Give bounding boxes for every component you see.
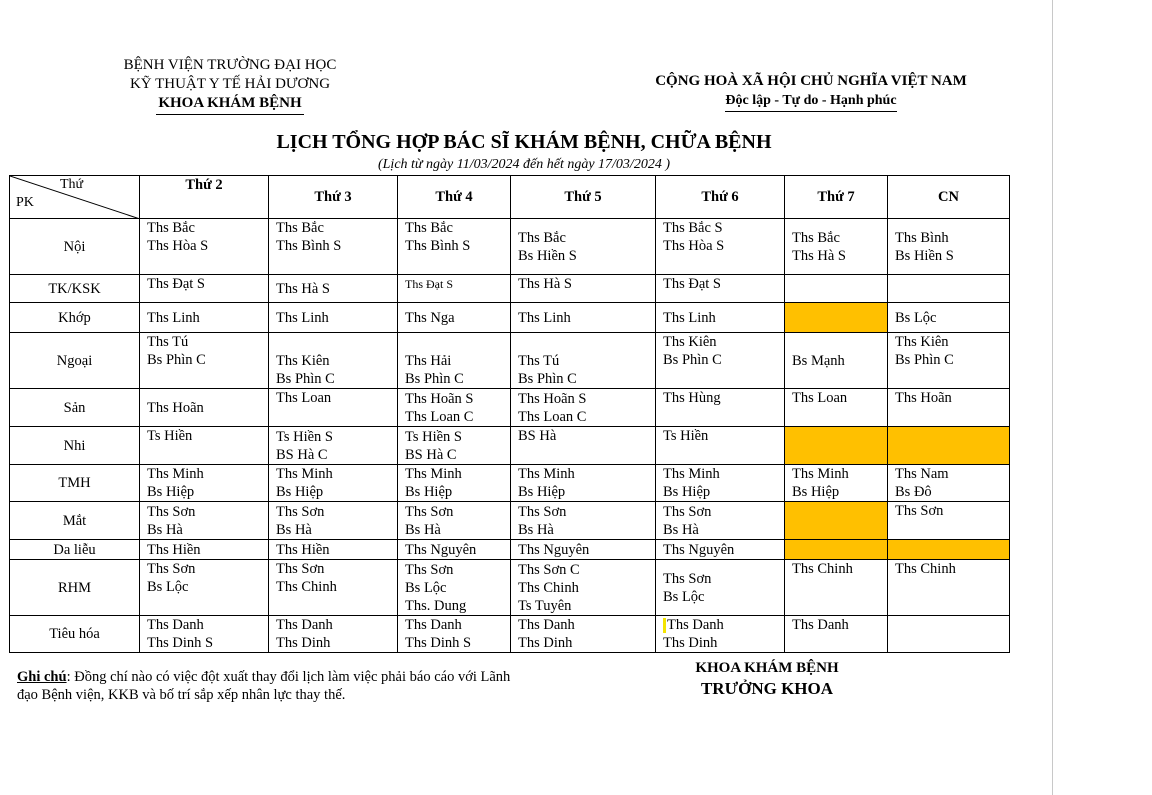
column-header: Thứ 7 bbox=[785, 176, 888, 219]
table-row bbox=[10, 303, 1010, 333]
doctor-name: Ths Nga bbox=[405, 309, 455, 326]
doctor-name: Ths Minh bbox=[276, 466, 333, 482]
department-cell: TMH bbox=[10, 465, 140, 502]
table-row bbox=[10, 333, 1010, 389]
doctor-name: Ths Đạt S bbox=[147, 276, 205, 292]
schedule-cell bbox=[511, 219, 656, 275]
hospital-header bbox=[82, 56, 378, 115]
doctor-name: Ths Kiên bbox=[276, 353, 330, 369]
doctor-name: Ths Loan C bbox=[405, 408, 474, 425]
doctor-name: Ths Hoãn S bbox=[518, 390, 587, 407]
schedule-cell bbox=[656, 389, 785, 427]
doctor-name: Ths Danh bbox=[276, 617, 333, 633]
schedule-cell bbox=[785, 389, 888, 427]
schedule-cell bbox=[785, 427, 888, 465]
schedule-cell bbox=[511, 540, 656, 560]
table-row bbox=[10, 219, 1010, 275]
schedule-cell bbox=[888, 560, 1010, 616]
doctor-name: Bs Lộc bbox=[405, 579, 447, 596]
signature-department: KHOA KHÁM BỆNH bbox=[695, 660, 839, 676]
schedule-cell bbox=[785, 540, 888, 560]
schedule-cell bbox=[398, 275, 511, 303]
page-edge-divider bbox=[1052, 0, 1053, 795]
department-cell: Nhi bbox=[10, 427, 140, 465]
schedule-cell bbox=[140, 502, 269, 540]
doctor-name: Bs Hà bbox=[518, 521, 554, 538]
doctor-name: Ths Linh bbox=[663, 309, 716, 326]
doctor-name: Bs Hiệp bbox=[792, 484, 840, 500]
doctor-name: Bs Lộc bbox=[663, 588, 705, 605]
doctor-name: Ths Hùng bbox=[663, 390, 721, 406]
table-row bbox=[10, 616, 1010, 653]
schedule-cell bbox=[656, 275, 785, 303]
schedule-cell bbox=[656, 540, 785, 560]
schedule-cell bbox=[140, 275, 269, 303]
doctor-name: Ths Sơn bbox=[147, 503, 196, 520]
footnote-label: Ghi chú bbox=[17, 669, 67, 685]
doctor-name: Ths Hiền bbox=[147, 541, 201, 558]
schedule-cell bbox=[398, 219, 511, 275]
schedule-cell bbox=[511, 465, 656, 502]
doctor-name: Ths Minh bbox=[405, 466, 462, 482]
doctor-name: Ths Loan bbox=[792, 390, 848, 406]
doctor-name: Bs Hà bbox=[276, 521, 312, 538]
doctor-name: Ths Nam bbox=[895, 466, 949, 482]
doctor-name: Bs Phìn C bbox=[405, 371, 464, 387]
national-header bbox=[630, 72, 992, 112]
doctor-name: Ths Bắc bbox=[276, 220, 324, 236]
doctor-name: Ths Dinh bbox=[276, 635, 331, 651]
text-cursor-mark bbox=[663, 618, 666, 633]
schedule-cell bbox=[656, 560, 785, 616]
department-cell: Khớp bbox=[10, 303, 140, 333]
signature-title: TRƯỞNG KHOA bbox=[700, 679, 834, 698]
schedule-cell bbox=[511, 333, 656, 389]
doctor-name: Ths Minh bbox=[663, 466, 720, 482]
doctor-name: Ts Hiền S bbox=[276, 428, 333, 445]
doctor-name: Bs Phìn C bbox=[276, 371, 335, 387]
footnote bbox=[17, 668, 512, 704]
table-row bbox=[10, 540, 1010, 560]
doctor-name: Ths Hòa S bbox=[663, 238, 725, 254]
doctor-name: Bs Hà bbox=[663, 521, 699, 538]
doctor-name: Ths Bắc bbox=[405, 220, 453, 236]
schedule-cell bbox=[888, 275, 1010, 303]
doctor-name: Ths Danh bbox=[405, 617, 462, 633]
column-header: Thứ 4 bbox=[398, 176, 511, 219]
schedule-cell bbox=[785, 333, 888, 389]
schedule-cell bbox=[888, 502, 1010, 540]
schedule-cell bbox=[269, 502, 398, 540]
table-row bbox=[10, 560, 1010, 616]
doctor-name: Ts Hiền S bbox=[405, 428, 462, 445]
doctor-name: BS Hà C bbox=[276, 446, 328, 463]
doctor-name: Ths Kiên bbox=[895, 334, 949, 350]
doctor-name: Ths Chinh bbox=[276, 579, 337, 595]
doctor-name: Ths Bình S bbox=[405, 238, 471, 254]
doctor-name: Ths Minh bbox=[518, 466, 575, 482]
schedule-cell bbox=[511, 427, 656, 465]
doctor-name: Ths Sơn bbox=[663, 503, 712, 520]
doctor-name: Bs Phìn C bbox=[147, 352, 206, 368]
schedule-cell bbox=[785, 560, 888, 616]
schedule-cell bbox=[511, 275, 656, 303]
schedule-cell bbox=[785, 303, 888, 333]
doctor-name: Ths Dinh bbox=[518, 635, 573, 651]
column-header: CN bbox=[888, 176, 1010, 219]
schedule-cell bbox=[656, 427, 785, 465]
department-cell: RHM bbox=[10, 560, 140, 616]
schedule-cell bbox=[656, 616, 785, 653]
schedule-cell bbox=[656, 219, 785, 275]
doctor-name: Ths Sơn bbox=[405, 503, 454, 520]
schedule-cell bbox=[785, 502, 888, 540]
doctor-name: Ths Sơn C bbox=[518, 561, 580, 578]
schedule-cell bbox=[269, 275, 398, 303]
doctor-name: Ths Sơn bbox=[276, 561, 325, 577]
doctor-name: Ths Sơn bbox=[147, 561, 196, 577]
doctor-name: Bs Hà bbox=[147, 521, 183, 538]
schedule-cell bbox=[511, 560, 656, 616]
doctor-name: Ths Danh bbox=[147, 617, 204, 633]
doctor-name: Ts Hiền bbox=[663, 428, 709, 444]
schedule-cell bbox=[140, 333, 269, 389]
doctor-name: Bs Hiệp bbox=[405, 484, 453, 500]
department-cell: Mắt bbox=[10, 502, 140, 540]
schedule-cell bbox=[398, 502, 511, 540]
department-name: KHOA KHÁM BỆNH bbox=[156, 94, 303, 115]
doctor-name: Ths Sơn bbox=[895, 503, 944, 519]
schedule-cell bbox=[785, 275, 888, 303]
doctor-name: Ths Minh bbox=[792, 466, 849, 482]
doctor-name: Ths Đạt S bbox=[663, 276, 721, 292]
doctor-name: Ths Hà S bbox=[518, 276, 572, 292]
schedule-cell bbox=[511, 616, 656, 653]
doctor-name: Ths Kiên bbox=[663, 334, 717, 350]
hospital-name-line2: KỸ THUẬT Y TẾ HẢI DƯƠNG bbox=[129, 76, 331, 92]
doctor-name: Bs Hiền S bbox=[895, 247, 954, 264]
doctor-name: Bs Hiệp bbox=[276, 484, 324, 500]
department-cell: Da liễu bbox=[10, 540, 140, 560]
doctor-name: Ts Hiền bbox=[147, 428, 193, 444]
doctor-name: BS Hà C bbox=[405, 446, 457, 463]
footnote-text: : Đồng chí nào có việc đột xuất thay đổi lịch làm việc phải báo cáo với Lãnh đạo Bệnh viện, KKB và bố trí sắp xếp nhân lực thay thế. bbox=[17, 669, 511, 703]
schedule-cell bbox=[888, 616, 1010, 653]
corner-label-room: PK bbox=[16, 195, 34, 210]
doctor-name: Ths Chinh bbox=[895, 561, 956, 577]
column-header: Thứ 3 bbox=[269, 176, 398, 219]
schedule-cell bbox=[269, 560, 398, 616]
doctor-name: Ths Danh bbox=[518, 617, 575, 633]
doctor-name: Ths Sơn bbox=[518, 503, 567, 520]
schedule-cell bbox=[398, 465, 511, 502]
doctor-name: Ths Nguyên bbox=[518, 541, 590, 558]
department-cell: TK/KSK bbox=[10, 275, 140, 303]
doctor-name: Bs Đô bbox=[895, 484, 932, 500]
table-header-row bbox=[10, 176, 1010, 219]
doctor-name: Bs Hiền S bbox=[518, 247, 577, 264]
doctor-name: Ths. Dung bbox=[405, 597, 467, 614]
schedule-cell bbox=[398, 303, 511, 333]
doctor-name: Bs Phìn C bbox=[663, 352, 722, 368]
schedule-cell bbox=[140, 303, 269, 333]
schedule-cell bbox=[140, 616, 269, 653]
schedule-cell bbox=[398, 333, 511, 389]
schedule-cell bbox=[140, 540, 269, 560]
schedule-cell bbox=[888, 465, 1010, 502]
schedule-cell bbox=[269, 219, 398, 275]
schedule-cell bbox=[656, 465, 785, 502]
schedule-cell bbox=[785, 616, 888, 653]
schedule-cell bbox=[511, 389, 656, 427]
schedule-body bbox=[10, 219, 1010, 653]
table-row bbox=[10, 427, 1010, 465]
schedule-cell bbox=[269, 616, 398, 653]
doctor-name: Bs Lộc bbox=[895, 309, 937, 326]
corner-label-day: Thứ bbox=[60, 177, 84, 192]
doctor-name: Ths Dinh bbox=[663, 635, 718, 651]
doctor-name: Ths Bắc bbox=[792, 229, 840, 246]
doctor-name: BS Hà bbox=[518, 428, 557, 444]
doctor-name-text: Ths Danh bbox=[667, 617, 724, 633]
schedule-cell bbox=[398, 427, 511, 465]
department-cell: Sản bbox=[10, 389, 140, 427]
schedule-cell bbox=[269, 303, 398, 333]
doctor-name: Bs Lộc bbox=[147, 579, 189, 595]
doctor-name: Ths Hà S bbox=[792, 247, 846, 264]
doctor-name bbox=[663, 616, 777, 634]
column-header: Thứ 5 bbox=[511, 176, 656, 219]
doctor-name: Bs Hiệp bbox=[147, 484, 195, 500]
table-corner-cell bbox=[10, 176, 140, 219]
table-row bbox=[10, 502, 1010, 540]
doctor-name: Ths Loan C bbox=[518, 408, 587, 425]
schedule-cell bbox=[888, 427, 1010, 465]
schedule-cell bbox=[140, 560, 269, 616]
schedule-cell bbox=[785, 465, 888, 502]
doctor-name: Ths Hiền bbox=[276, 541, 330, 558]
doctor-name: Ths Dinh S bbox=[147, 635, 214, 651]
schedule-cell bbox=[140, 219, 269, 275]
national-motto: Độc lập - Tự do - Hạnh phúc bbox=[725, 91, 896, 112]
schedule-cell bbox=[140, 427, 269, 465]
doctor-name: Ths Bắc bbox=[518, 229, 566, 246]
doctor-name: Bs Phìn C bbox=[518, 371, 577, 387]
schedule-cell bbox=[656, 333, 785, 389]
schedule-cell bbox=[656, 502, 785, 540]
doctor-name: Ths Sơn bbox=[405, 561, 454, 578]
schedule-table bbox=[9, 175, 1010, 653]
doctor-name: Ths Hải bbox=[405, 353, 452, 369]
doctor-name: Ths Dinh S bbox=[405, 635, 472, 651]
doctor-name: Ths Sơn bbox=[663, 570, 712, 587]
doctor-name: Ths Chinh bbox=[792, 561, 853, 577]
doctor-name: Ths Hoãn S bbox=[405, 390, 474, 407]
schedule-cell bbox=[398, 616, 511, 653]
doctor-name: Ths Linh bbox=[147, 309, 200, 326]
table-row bbox=[10, 275, 1010, 303]
doctor-name: Ths Hòa S bbox=[147, 238, 209, 254]
schedule-cell bbox=[656, 303, 785, 333]
schedule-cell bbox=[511, 303, 656, 333]
schedule-cell bbox=[511, 502, 656, 540]
signature-block bbox=[640, 658, 894, 700]
schedule-cell bbox=[398, 389, 511, 427]
doctor-name: Ths Nguyên bbox=[663, 541, 735, 558]
doctor-name: Ths Bình S bbox=[276, 238, 342, 254]
document-date-range: (Lịch từ ngày 11/03/2024 đến hết ngày 17/03/2024 ) bbox=[377, 157, 670, 172]
schedule-cell bbox=[398, 540, 511, 560]
schedule-cell bbox=[269, 465, 398, 502]
national-title: CỘNG HOÀ XÃ HỘI CHỦ NGHĨA VIỆT NAM bbox=[655, 73, 967, 89]
doctor-name: Ths Tú bbox=[518, 353, 560, 369]
doctor-name: Ths Bình bbox=[895, 229, 949, 246]
doctor-name: Ths Danh bbox=[792, 617, 849, 633]
doctor-name: Ths Minh bbox=[147, 466, 204, 482]
schedule-cell bbox=[398, 560, 511, 616]
doctor-name: Bs Phìn C bbox=[895, 352, 954, 368]
schedule-cell bbox=[269, 540, 398, 560]
column-header: Thứ 2 bbox=[140, 176, 269, 219]
doctor-name: Ths Tú bbox=[147, 334, 189, 350]
schedule-cell bbox=[888, 540, 1010, 560]
schedule-cell bbox=[888, 219, 1010, 275]
doctor-name: Ths Đạt S bbox=[405, 277, 453, 291]
doctor-name: Bs Hiệp bbox=[663, 484, 711, 500]
doctor-name: Ths Hà S bbox=[276, 280, 330, 297]
doctor-name: Ths Hoãn bbox=[895, 390, 952, 406]
department-cell: Nội bbox=[10, 219, 140, 275]
doctor-name: Ths Sơn bbox=[276, 503, 325, 520]
schedule-cell bbox=[140, 389, 269, 427]
doctor-name: Bs Hiệp bbox=[518, 484, 566, 500]
table-row bbox=[10, 465, 1010, 502]
doctor-name: Ths Hoãn bbox=[147, 399, 204, 416]
schedule-cell bbox=[888, 333, 1010, 389]
department-cell: Tiêu hóa bbox=[10, 616, 140, 653]
doctor-name: Bs Hà bbox=[405, 521, 441, 538]
doctor-name: Ths Linh bbox=[518, 309, 571, 326]
column-header: Thứ 6 bbox=[656, 176, 785, 219]
doctor-name: Ths Bắc S bbox=[663, 220, 723, 236]
hospital-name-line1: BỆNH VIỆN TRƯỜNG ĐẠI HỌC bbox=[123, 57, 337, 73]
table-row bbox=[10, 389, 1010, 427]
doctor-name: Ths Chinh bbox=[518, 579, 579, 596]
schedule-cell bbox=[888, 389, 1010, 427]
schedule-cell bbox=[140, 465, 269, 502]
schedule-cell bbox=[269, 427, 398, 465]
doctor-name: Ths Bắc bbox=[147, 220, 195, 236]
schedule-cell bbox=[888, 303, 1010, 333]
doctor-name: Bs Mạnh bbox=[792, 352, 845, 369]
schedule-cell bbox=[269, 333, 398, 389]
doctor-name: Ths Linh bbox=[276, 309, 329, 326]
document-title: LỊCH TỔNG HỢP BÁC SĨ KHÁM BỆNH, CHỮA BỆNH bbox=[276, 131, 772, 153]
doctor-name: Ths Loan bbox=[276, 390, 332, 406]
doctor-name: Ths Nguyên bbox=[405, 541, 477, 558]
schedule-cell bbox=[785, 219, 888, 275]
department-cell: Ngoại bbox=[10, 333, 140, 389]
schedule-cell bbox=[269, 389, 398, 427]
doctor-name: Ts Tuyên bbox=[518, 597, 572, 614]
